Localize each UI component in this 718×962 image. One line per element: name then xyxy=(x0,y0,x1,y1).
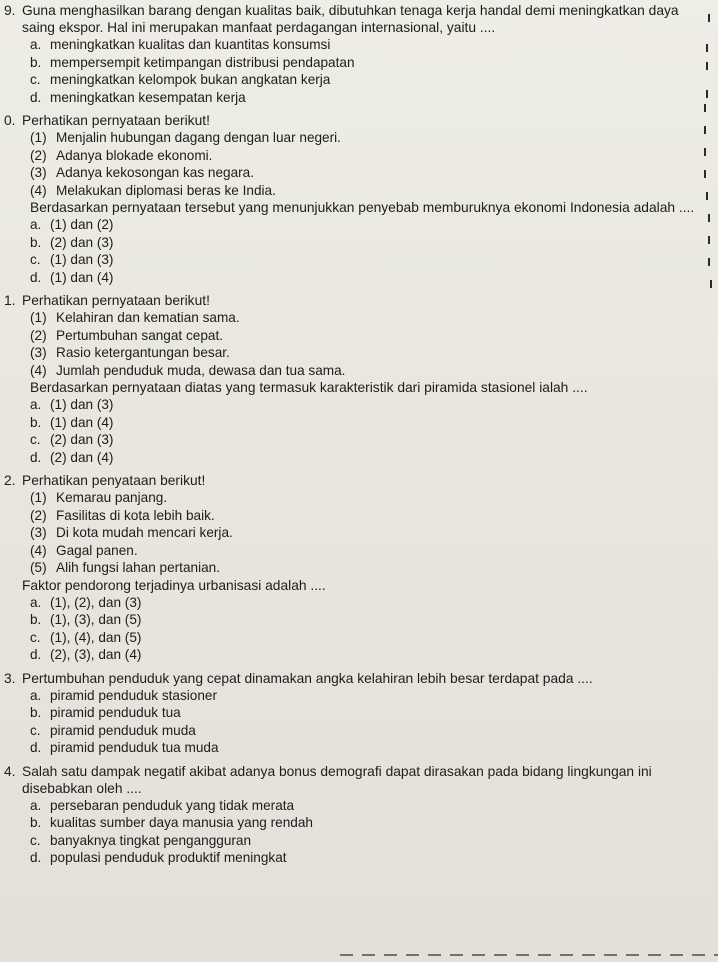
question-14 xyxy=(4,763,710,867)
statement-number: (2) xyxy=(30,507,47,523)
question-11-stem xyxy=(4,292,710,309)
margin-mark xyxy=(708,214,710,222)
option-c[interactable] xyxy=(4,251,710,269)
statement-number: (2) xyxy=(30,327,47,343)
question-9 xyxy=(4,2,710,106)
margin-mark xyxy=(704,126,706,134)
question-text: Perhatikan pernyataan berikut! xyxy=(22,113,210,128)
question-12-stem xyxy=(4,472,710,489)
option-text: (1), (3), dan (5) xyxy=(50,612,142,627)
statement-number: (1) xyxy=(30,130,47,145)
option-text: piramid penduduk muda xyxy=(50,722,196,738)
margin-mark xyxy=(708,258,710,266)
option-a[interactable] xyxy=(4,797,710,815)
statement-number: (4) xyxy=(30,362,47,378)
option-c[interactable] xyxy=(4,722,710,740)
option-a[interactable] xyxy=(4,396,710,414)
statement-text: Pertumbuhan sangat cepat. xyxy=(56,327,224,343)
option-text: (1) dan (4) xyxy=(50,269,114,285)
option-b[interactable] xyxy=(4,234,710,252)
question-list xyxy=(0,2,710,873)
margin-mark xyxy=(706,44,708,52)
option-a[interactable] xyxy=(4,687,710,705)
margin-mark xyxy=(708,14,710,22)
statement-3 xyxy=(4,164,710,182)
statement-2 xyxy=(4,507,710,525)
statement-text: Jumlah penduduk muda, dewasa dan tua sama. xyxy=(56,362,346,378)
statement-text: Rasio ketergantungan besar. xyxy=(56,345,230,360)
option-letter: a. xyxy=(30,687,42,703)
question-13 xyxy=(4,670,710,757)
option-c[interactable] xyxy=(4,629,710,647)
question-number: 4. xyxy=(4,763,16,779)
statement-text: Di kota mudah mencari kerja. xyxy=(56,525,233,540)
statement-text: Melakukan diplomasi beras ke India. xyxy=(56,182,276,198)
option-text: (2) dan (4) xyxy=(50,449,114,465)
option-letter: b. xyxy=(30,705,42,720)
option-letter: b. xyxy=(30,414,42,430)
margin-mark xyxy=(710,280,712,288)
statement-3 xyxy=(4,524,710,542)
statement-text: Adanya kekosongan kas negara. xyxy=(56,165,255,180)
question-number: 3. xyxy=(4,670,16,686)
option-d[interactable] xyxy=(4,739,710,757)
option-b[interactable] xyxy=(4,704,710,722)
statement-number: (1) xyxy=(30,490,47,505)
option-text: (2), (3), dan (4) xyxy=(50,647,142,662)
option-letter: d. xyxy=(30,647,42,662)
option-d[interactable] xyxy=(4,646,710,664)
statement-1 xyxy=(4,489,710,507)
option-letter: c. xyxy=(30,722,41,738)
option-text: (2) dan (3) xyxy=(50,432,114,447)
question-prompt: Faktor pendorong terjadinya urbanisasi adalah .... xyxy=(22,577,326,593)
question-text: Perhatikan pernyataan berikut! xyxy=(22,293,210,308)
option-letter: b. xyxy=(30,815,42,830)
statement-1 xyxy=(4,309,710,327)
question-10-stem xyxy=(4,112,710,129)
option-letter: a. xyxy=(30,37,42,52)
option-text: (1) dan (2) xyxy=(50,217,114,232)
option-a[interactable] xyxy=(4,36,710,54)
question-prompt: Berdasarkan pernyataan tersebut yang menunjukkan penyebab memburuknya ekonomi Indonesia adalah .... xyxy=(30,200,695,215)
statement-text: Fasilitas di kota lebih baik. xyxy=(56,507,215,523)
option-text: piramid penduduk tua muda xyxy=(50,740,219,755)
margin-mark xyxy=(704,148,706,156)
option-letter: d. xyxy=(30,850,42,865)
option-b[interactable] xyxy=(4,814,710,832)
statement-3 xyxy=(4,344,710,362)
option-letter: a. xyxy=(30,217,42,232)
option-letter: b. xyxy=(30,54,42,70)
question-text: Salah satu dampak negatif akibat adanya bonus demografi dapat dirasakan pada bidang lingkungan ini disebabkan oleh .... xyxy=(22,763,652,796)
statement-text: Kelahiran dan kematian sama. xyxy=(56,310,240,325)
option-a[interactable] xyxy=(4,216,710,234)
option-text: (1) dan (3) xyxy=(50,397,114,412)
statement-2 xyxy=(4,147,710,165)
option-text: (1), (2), dan (3) xyxy=(50,594,142,610)
option-letter: d. xyxy=(30,89,42,105)
statement-number: (1) xyxy=(30,310,47,325)
question-11 xyxy=(4,292,710,466)
option-letter: a. xyxy=(30,397,42,412)
option-text: kualitas sumber daya manusia yang rendah xyxy=(50,815,313,830)
question-number: 9. xyxy=(4,3,16,18)
question-number: 1. xyxy=(4,293,16,308)
statement-5 xyxy=(4,559,710,577)
statement-number: (3) xyxy=(30,525,47,540)
option-b[interactable] xyxy=(4,54,710,72)
statement-text: Alih fungsi lahan pertanian. xyxy=(56,560,220,575)
margin-mark xyxy=(706,62,708,70)
option-letter: c. xyxy=(30,832,41,848)
statement-number: (5) xyxy=(30,560,47,575)
option-text: meningkatkan kesempatan kerja xyxy=(50,89,246,105)
option-d[interactable] xyxy=(4,449,710,467)
option-letter: c. xyxy=(30,252,41,267)
question-number: 0. xyxy=(4,113,16,128)
statement-number: (2) xyxy=(30,147,47,163)
statement-4 xyxy=(4,182,710,200)
option-d[interactable] xyxy=(4,849,710,867)
option-letter: a. xyxy=(30,594,42,610)
question-14-stem xyxy=(4,763,710,797)
margin-mark xyxy=(704,104,706,112)
statement-text: Gagal panen. xyxy=(56,542,138,558)
question-number: 2. xyxy=(4,473,16,488)
question-12 xyxy=(4,472,710,664)
option-a[interactable] xyxy=(4,594,710,612)
option-d[interactable] xyxy=(4,269,710,287)
option-c[interactable] xyxy=(4,431,710,449)
option-text: banyaknya tingkat pengangguran xyxy=(50,832,252,848)
statement-4 xyxy=(4,542,710,560)
statement-text: Adanya blokade ekonomi. xyxy=(56,147,213,163)
statement-1 xyxy=(4,129,710,147)
statement-number: (4) xyxy=(30,542,47,558)
option-d[interactable] xyxy=(4,89,710,107)
margin-mark xyxy=(706,90,708,98)
option-letter: b. xyxy=(30,234,42,250)
option-letter: d. xyxy=(30,449,42,465)
option-text: (2) dan (3) xyxy=(50,234,114,250)
statement-text: Kemarau panjang. xyxy=(56,490,168,505)
option-letter: b. xyxy=(30,612,42,627)
bottom-dashed-line xyxy=(340,954,718,956)
question-text: Guna menghasilkan barang dengan kualitas baik, dibutuhkan tenaga kerja handal demi meningkatkan daya saing ekspor. Hal ini merupakan manfaat perdagangan internasional, yaitu .... xyxy=(22,3,679,35)
option-text: mempersempit ketimpangan distribusi pendapatan xyxy=(50,54,355,70)
statement-number: (3) xyxy=(30,165,47,180)
question-prompt: Berdasarkan pernyataan diatas yang termasuk karakteristik dari piramida stasionel ialah .... xyxy=(30,380,588,395)
question-9-stem xyxy=(4,2,710,36)
option-text: (1), (4), dan (5) xyxy=(50,629,142,645)
option-b[interactable] xyxy=(4,414,710,432)
question-text: Pertumbuhan penduduk yang cepat dinamakan angka kelahiran lebih besar terdapat pada .... xyxy=(22,670,593,686)
option-text: (1) dan (3) xyxy=(50,252,114,267)
option-text: populasi penduduk produktif meningkat xyxy=(50,850,287,865)
margin-mark xyxy=(706,192,708,200)
statement-4 xyxy=(4,362,710,380)
question-13-stem xyxy=(4,670,710,687)
option-letter: a. xyxy=(30,797,42,813)
option-c[interactable] xyxy=(4,71,710,89)
option-letter: c. xyxy=(30,432,41,447)
option-letter: d. xyxy=(30,269,42,285)
margin-mark xyxy=(708,236,710,244)
option-text: persebaran penduduk yang tidak merata xyxy=(50,797,295,813)
question-text: Perhatikan penyataan berikut! xyxy=(22,473,206,488)
statement-text: Menjalin hubungan dagang dengan luar negeri. xyxy=(56,130,341,145)
option-letter: c. xyxy=(30,629,41,645)
statement-number: (3) xyxy=(30,345,47,360)
statement-2 xyxy=(4,327,710,345)
question-10 xyxy=(4,112,710,286)
option-text: (1) dan (4) xyxy=(50,414,114,430)
option-text: meningkatkan kelompok bukan angkatan kerja xyxy=(50,72,331,87)
statement-number: (4) xyxy=(30,182,47,198)
option-text: piramid penduduk stasioner xyxy=(50,687,218,703)
option-text: meningkatkan kualitas dan kuantitas konsumsi xyxy=(50,37,331,52)
option-letter: d. xyxy=(30,740,42,755)
margin-mark xyxy=(704,170,706,178)
option-c[interactable] xyxy=(4,832,710,850)
option-b[interactable] xyxy=(4,611,710,629)
option-text: piramid penduduk tua xyxy=(50,705,181,720)
option-letter: c. xyxy=(30,72,41,87)
